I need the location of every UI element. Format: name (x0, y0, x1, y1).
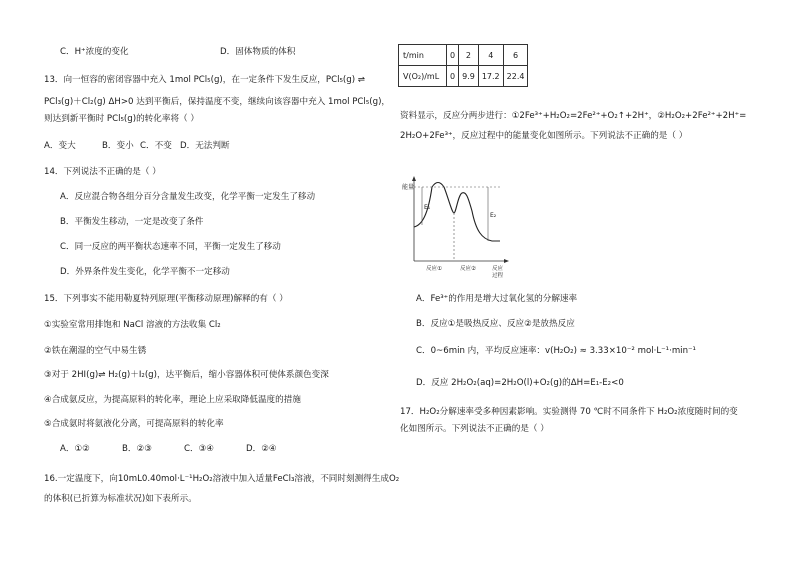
q17-stem-line1: 17．H₂O₂分解速率受多种因素影响。实验测得 70 ℃时不同条件下 H₂O₂浓度随时间的变 (400, 407, 738, 417)
q14-option-d: D．外界条件发生变化，化学平衡不一定移动 (60, 267, 230, 277)
info-line1: 资料显示，反应分两步进行：①2Fe³⁺+H₂O₂=2Fe²⁺+O₂↑+2H⁺，②H₂O₂+2Fe²⁺+2H⁺= (400, 111, 747, 121)
q16-option-a: A．Fe³⁺的作用是增大过氧化氢的分解速率 (416, 294, 578, 304)
x-label-reaction1: 反应① (426, 266, 442, 272)
q15-statement-4: ④合成氨反应，为提高原料的转化率，理论上应采取降低温度的措施 (44, 395, 301, 405)
x-label-reaction: 反应 (492, 266, 504, 272)
table-cell: 0 (447, 45, 459, 66)
x-axis-arrow-icon (504, 259, 509, 263)
table-cell: 0 (447, 66, 459, 87)
q15-statement-2: ②铁在潮湿的空气中易生锈 (44, 346, 147, 356)
table-row (399, 66, 528, 87)
q15-option-c: C．③④ (184, 444, 215, 454)
prev-option-d: D．固体物质的体积 (220, 47, 296, 57)
q13-stem-line2: PCl₃(g)＋Cl₂(g) ΔH>0 达到平衡后，保持温度不变，继续向该容器中充入 1mol PCl₅(g)， (44, 97, 391, 107)
x-label-process: 过程 (492, 273, 504, 279)
q15-statement-1: ①实验室常用排饱和 NaCl 溶液的方法收集 Cl₂ (44, 320, 221, 330)
q15-option-a: A．①② (60, 444, 90, 454)
q14-option-b: B．平衡发生移动，一定是改变了条件 (60, 217, 204, 227)
table-row (399, 45, 528, 66)
table-cell: 6 (503, 45, 528, 66)
table-cell: t/min (399, 45, 447, 66)
q13-option-d: D．无法判断 (180, 141, 230, 151)
q16-option-b: B．反应①是吸热反应、反应②是放热反应 (416, 319, 575, 329)
q14-option-a: A．反应混合物各组分百分含量发生改变，化学平衡一定发生了移动 (60, 192, 316, 202)
energy-diagram (400, 175, 510, 280)
q13-stem-line3: 则达到新平衡时 PCl₅(g)的转化率将（ ） (44, 114, 199, 124)
table-cell: 9.9 (459, 66, 479, 87)
q15-option-b: B．②③ (122, 444, 152, 454)
y-axis-label: 能量 (402, 184, 415, 191)
q16-stem-line1: 16.一定温度下，向10mL0.40mol·L⁻¹H₂O₂溶液中加入适量FeCl₃溶液，不同时刻测得生成O₂ (44, 474, 400, 484)
table-cell: 2 (459, 45, 479, 66)
energy-curve (414, 183, 500, 242)
info-line2: 2H₂O+2Fe³⁺，反应过程中的能量变化如图所示。下列说法不正确的是（ ） (400, 131, 688, 141)
x-label-reaction2: 反应② (460, 266, 476, 272)
q14-stem: 14．下列说法不正确的是（ ） (44, 167, 161, 177)
q13-option-b: B．变小 (102, 141, 134, 151)
table-cell: V(O₂)/mL (399, 66, 447, 87)
o2-volume-table (398, 44, 528, 87)
e2-label: E₂ (490, 212, 497, 219)
q15-option-d: D．②④ (246, 444, 277, 454)
y-axis-arrow-icon (412, 176, 416, 181)
table-cell: 22.4 (503, 66, 528, 87)
q13-option-c: C．不变 (140, 141, 172, 151)
q15-stem: 15．下列事实不能用勒夏特列原理(平衡移动原理)解释的有（ ） (44, 294, 288, 304)
q16-stem-line2: 的体积(已折算为标准状况)如下表所示。 (44, 494, 197, 504)
q13-option-a: A．变大 (44, 141, 76, 151)
table-cell: 17.2 (478, 66, 503, 87)
q16-option-d: D．反应 2H₂O₂(aq)=2H₂O(l)+O₂(g)的ΔH=E₁-E₂<0 (416, 378, 624, 388)
q16-option-c: C．0~6min 内，平均反应速率：v(H₂O₂) ≈ 3.33×10⁻² mol·L⁻¹·min⁻¹ (416, 346, 697, 356)
q15-statement-3: ③对于 2HI(g)⇌ H₂(g)＋I₂(g)，达平衡后，缩小容器体积可使体系颜色变深 (44, 370, 329, 380)
q17-stem-line2: 化如图所示。下列说法不正确的是（ ） (400, 424, 549, 434)
prev-option-c: C．H⁺浓度的变化 (60, 47, 129, 57)
q15-statement-5: ⑤合成氨时将氨液化分离，可提高原料的转化率 (44, 419, 224, 429)
q14-option-c: C．同一反应的两平衡状态速率不同，平衡一定发生了移动 (60, 242, 281, 252)
q13-stem-line1: 13．向一恒容的密闭容器中充入 1mol PCl₅(g)，在一定条件下发生反应，PCl₅(g) ⇌ (44, 75, 366, 85)
e1-label: E₁ (424, 204, 431, 211)
table-cell: 4 (478, 45, 503, 66)
